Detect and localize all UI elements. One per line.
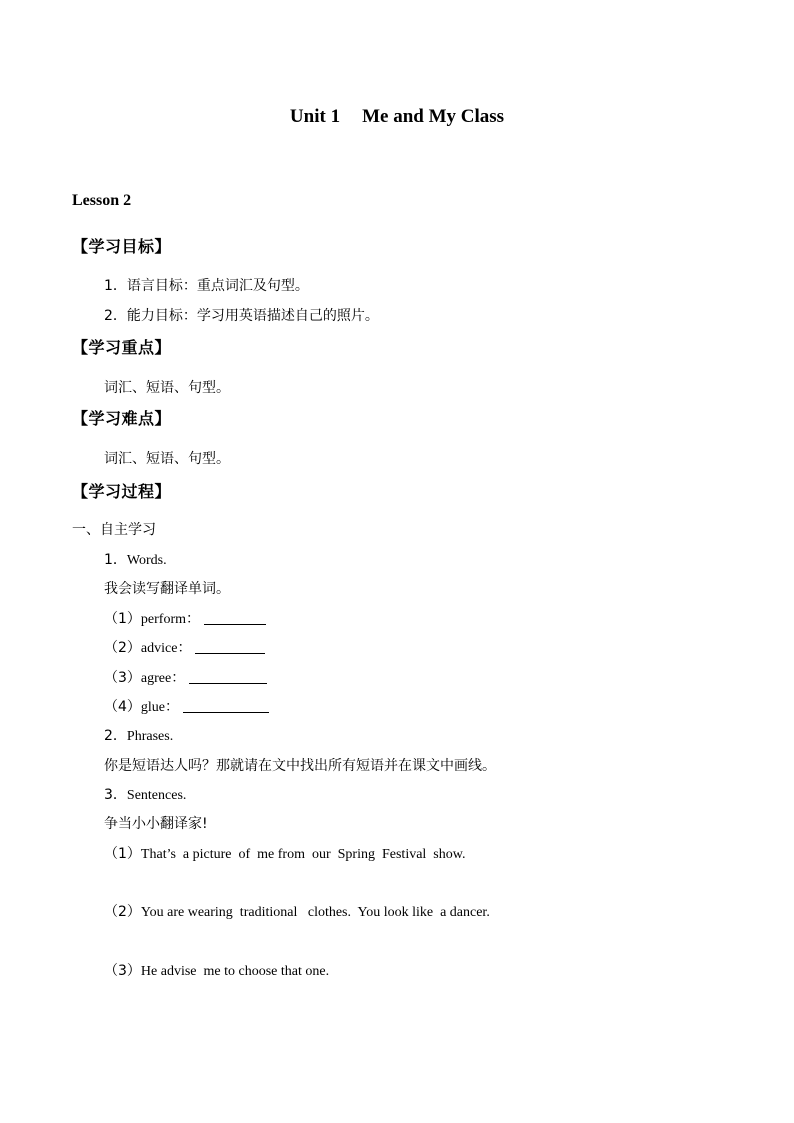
answer-blank[interactable]	[195, 639, 265, 654]
word-item: （3）agree：	[104, 667, 267, 687]
phrases-label: 2．Phrases.	[104, 728, 174, 744]
sentence-item: （1）That’s a picture of me from our Spring Festival show.	[104, 846, 466, 862]
goal-1: 1．语言目标：重点词汇及句型。	[104, 278, 309, 294]
page-title	[0, 106, 794, 128]
lesson-label: Lesson 2	[72, 192, 132, 209]
goal-2: 2．能力目标：学习用英语描述自己的照片。	[104, 308, 379, 324]
sentence-item: （2）You are wearing traditional clothes. You look like a dancer.	[104, 904, 490, 920]
difficulty-heading: 【学习难点】	[72, 409, 172, 428]
goals-heading: 【学习目标】	[72, 237, 172, 256]
phrases-instruction: 你是短语达人吗？那就请在文中找出所有短语并在课文中画线。	[104, 758, 496, 774]
title-name: Me and My Class	[362, 106, 505, 127]
process-heading: 【学习过程】	[72, 482, 172, 501]
sentences-instruction: 争当小小翻译家!	[104, 816, 208, 832]
word-item: （2）advice：	[104, 637, 265, 657]
word-item: （1）perform：	[104, 608, 266, 628]
words-instruction: 我会读写翻译单词。	[104, 581, 230, 597]
key-heading: 【学习重点】	[72, 338, 172, 357]
sentences-label: 3．Sentences.	[104, 787, 187, 803]
answer-blank[interactable]	[204, 610, 266, 625]
word-item: （4）glue：	[104, 696, 269, 716]
title-unit: Unit 1	[289, 106, 341, 127]
sentence-item: （3）He advise me to choose that one.	[104, 963, 330, 979]
difficulty-text: 词汇、短语、句型。	[104, 451, 230, 467]
words-label: 1．Words.	[104, 552, 167, 568]
self-study-label: 一、自主学习	[72, 522, 156, 538]
answer-blank[interactable]	[189, 669, 267, 684]
key-text: 词汇、短语、句型。	[104, 380, 230, 396]
answer-blank[interactable]	[183, 698, 269, 713]
